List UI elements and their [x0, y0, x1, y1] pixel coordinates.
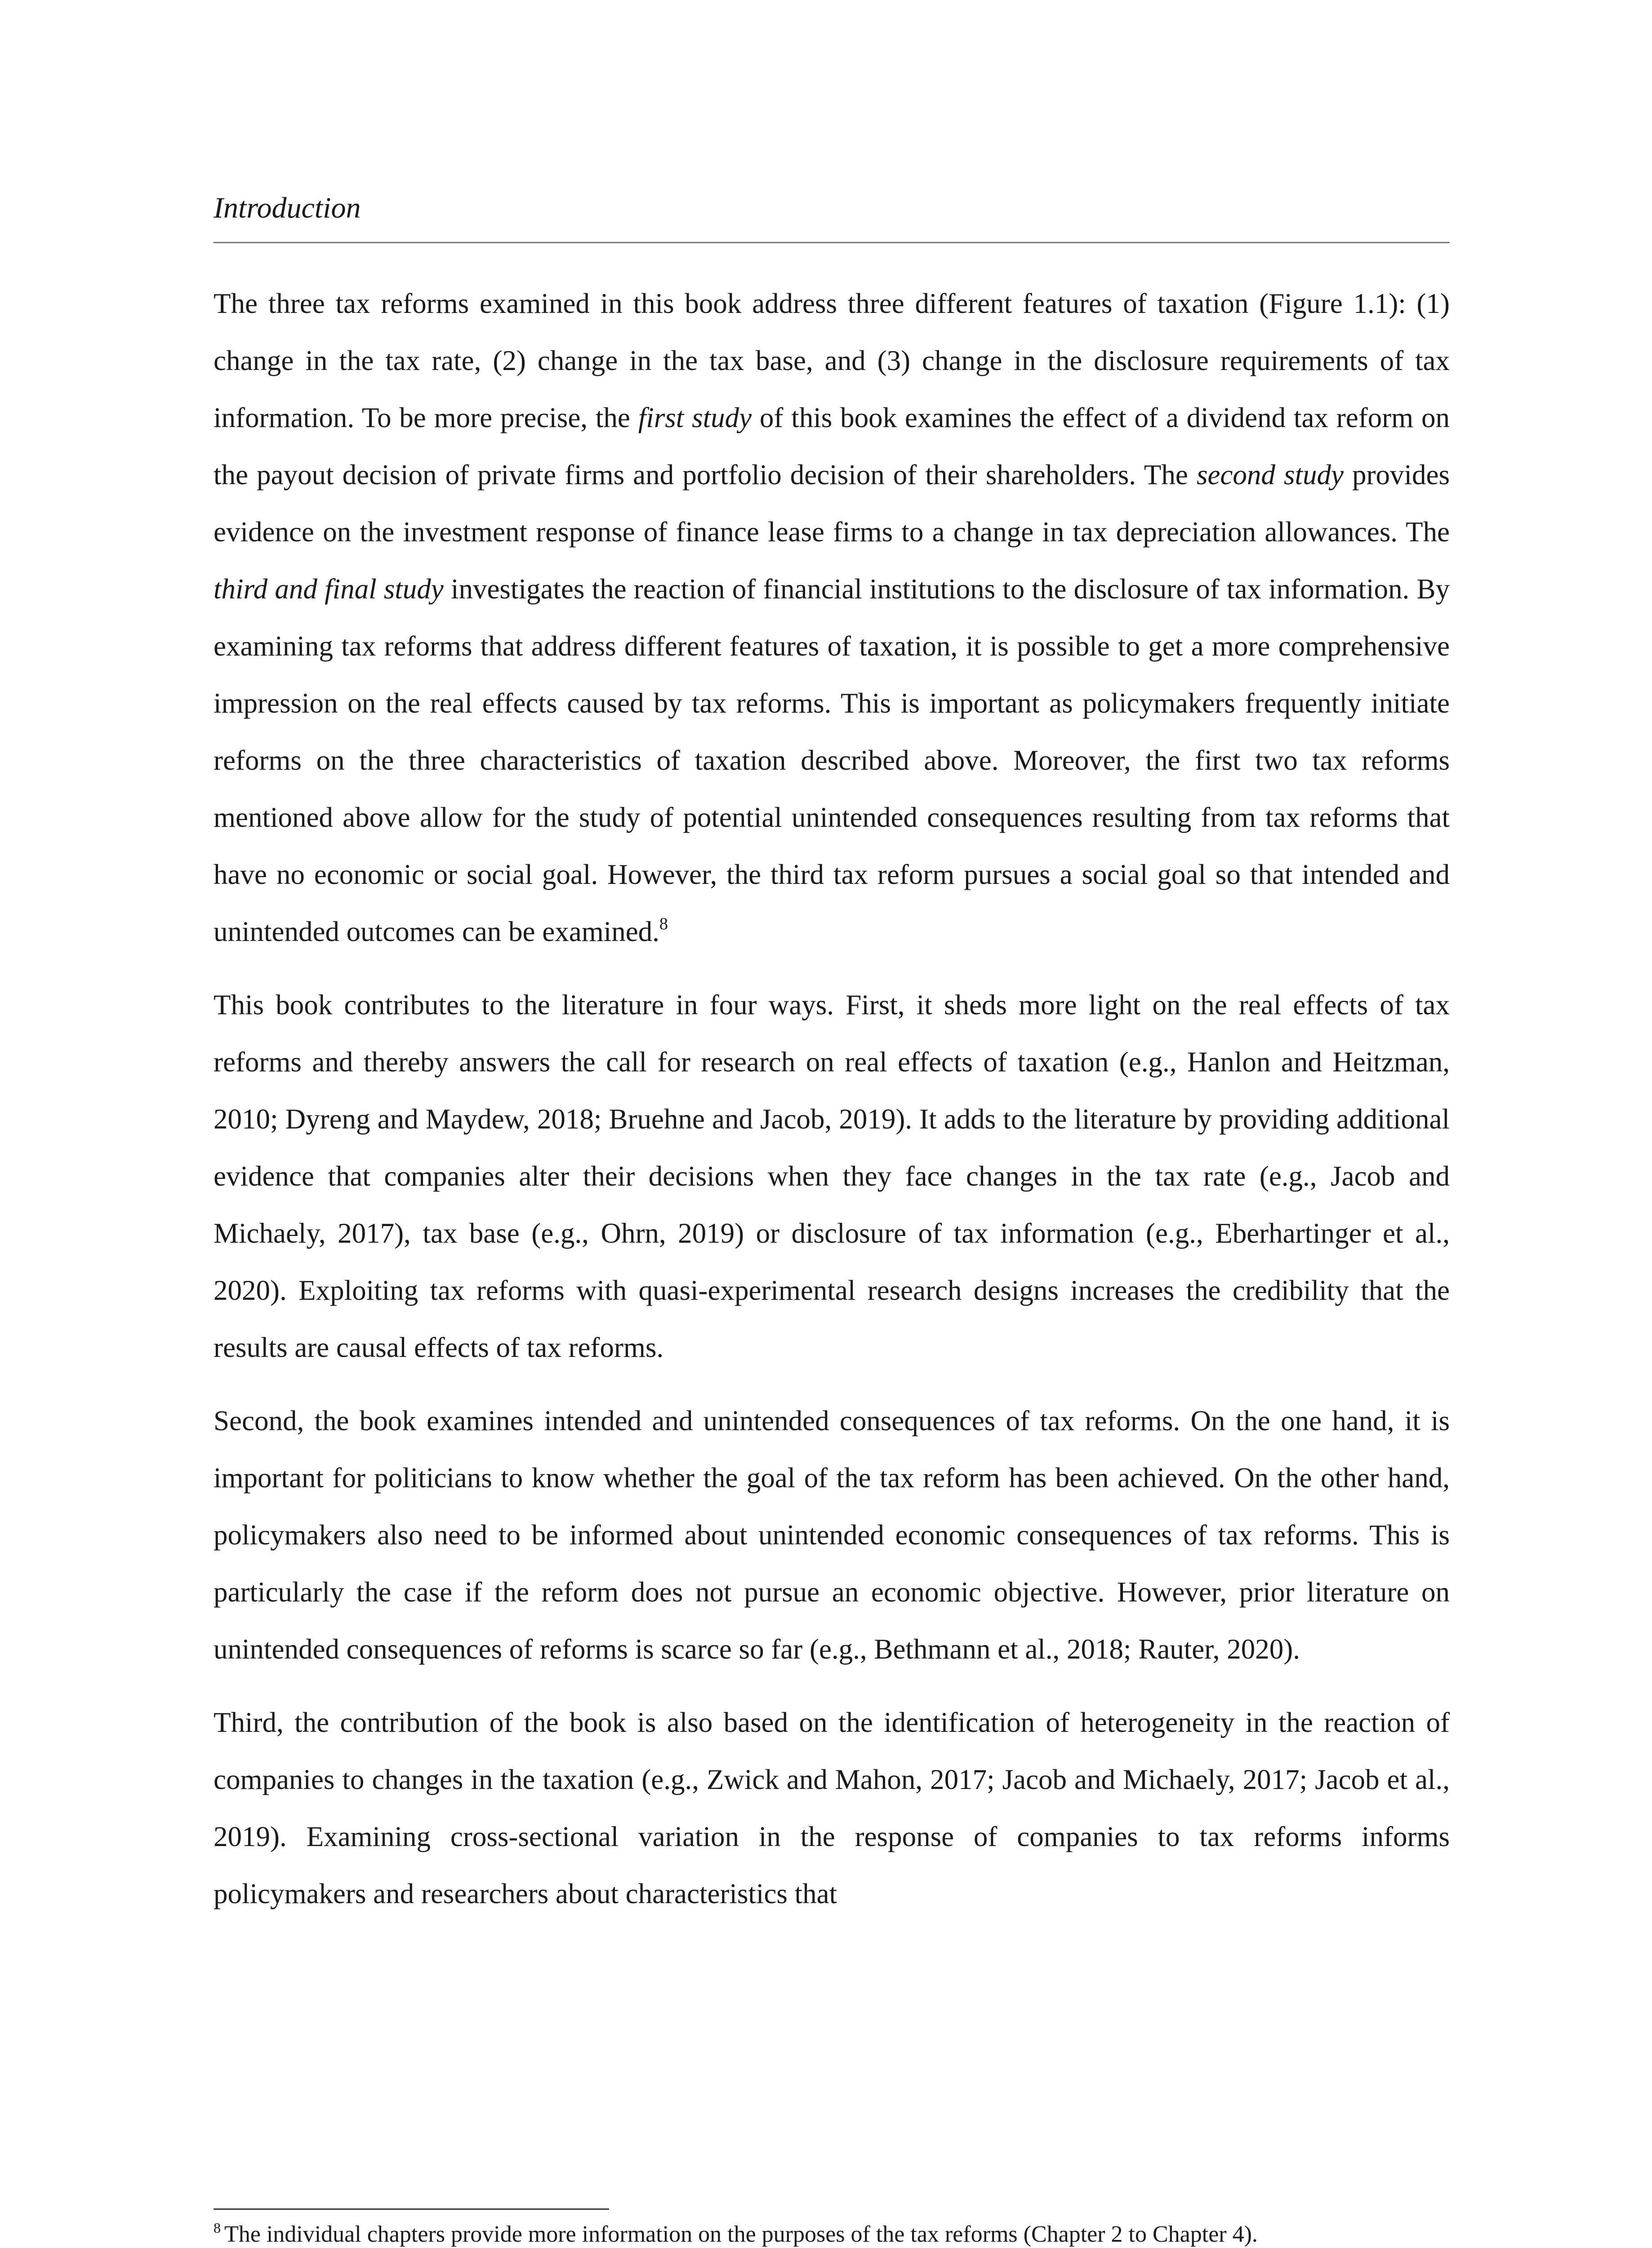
header-rule	[214, 242, 1450, 243]
text-run: investigates the reaction of financial institutions to the disclosure of tax information. By examining tax reforms that address different features of taxation, it is possible to get a more comprehensive impression on the real effects caused by tax reforms. This is important as policymakers frequently initiate reforms on the three characteristics of taxation described above. Moreover, the first two tax reforms mentioned above allow for the study of potential unintended consequences resulting from tax reforms that have no economic or social goal. However, the third tax reform pursues a social goal so that intended and unintended outcomes can be examined.	[214, 573, 1450, 947]
text-run: Second, the book examines intended and unintended consequences of tax reforms. On the one hand, it is important for politicians to know whether the goal of the tax reform has been achieved. On the other hand, policymakers also need to be informed about unintended economic consequences of tax reforms. This is particularly the case if the reform does not pursue an economic objective. However, prior literature on unintended consequences of reforms is scarce so far (e.g., Bethmann et al., 2018; Rauter, 2020).	[214, 1405, 1450, 1665]
paragraph	[214, 977, 1450, 1376]
italic-phrase: first study	[638, 402, 752, 433]
footnote-separator	[214, 2208, 609, 2210]
text-run: provides evidence on the investment response of finance lease firms to a change in tax depreciation allowances. The	[214, 459, 1450, 548]
footnote-reference: 8	[659, 914, 668, 933]
footnote	[214, 2219, 1450, 2248]
footnote-text: The individual chapters provide more information on the purposes of the tax reforms (Chapter 2 to Chapter 4).	[224, 2221, 1258, 2247]
paragraph	[214, 1694, 1450, 1922]
running-header: Introduction	[214, 192, 361, 224]
body-text	[214, 275, 1450, 1939]
paragraph	[214, 1392, 1450, 1678]
text-run: Third, the contribution of the book is also based on the identification of heterogeneity in the reaction of companies to changes in the taxation (e.g., Zwick and Mahon, 2017; Jacob and Michaely, 2017; Jacob et al., 2019). Examining cross-sectional variation in the response of companies to tax reforms informs policymakers and researchers about characteristics that	[214, 1707, 1450, 1909]
text-run: This book contributes to the literature in four ways. First, it sheds more light on the real effects of tax reforms and thereby answers the call for research on real effects of taxation (e.g., Hanlon and Heitzman, 2010; Dyreng and Maydew, 2018; Bruehne and Jacob, 2019). It adds to the literature by providing additional evidence that companies alter their decisions when they face changes in the tax rate (e.g., Jacob and Michaely, 2017), tax base (e.g., Ohrn, 2019) or disclosure of tax information (e.g., Eberhartinger et al., 2020). Exploiting tax reforms with quasi-experimental research designs increases the credibility that the results are causal effects of tax reforms.	[214, 989, 1450, 1363]
text-run: The three tax reforms examined in this book address three different features of taxation (Figure 1.1): (1) change in the tax rate, (2) change in the tax base, and (3) change in the disclosure requirements of tax information. To be more precise, the	[214, 288, 1450, 433]
text-run: of this book examines the effect of a dividend tax reform on the payout decision of private firms and portfolio decision of their shareholders. The	[214, 402, 1450, 491]
italic-phrase: second study	[1196, 459, 1344, 491]
footnote-marker: 8	[214, 2220, 221, 2236]
paragraph	[214, 275, 1450, 960]
italic-phrase: third and final study	[214, 573, 444, 605]
